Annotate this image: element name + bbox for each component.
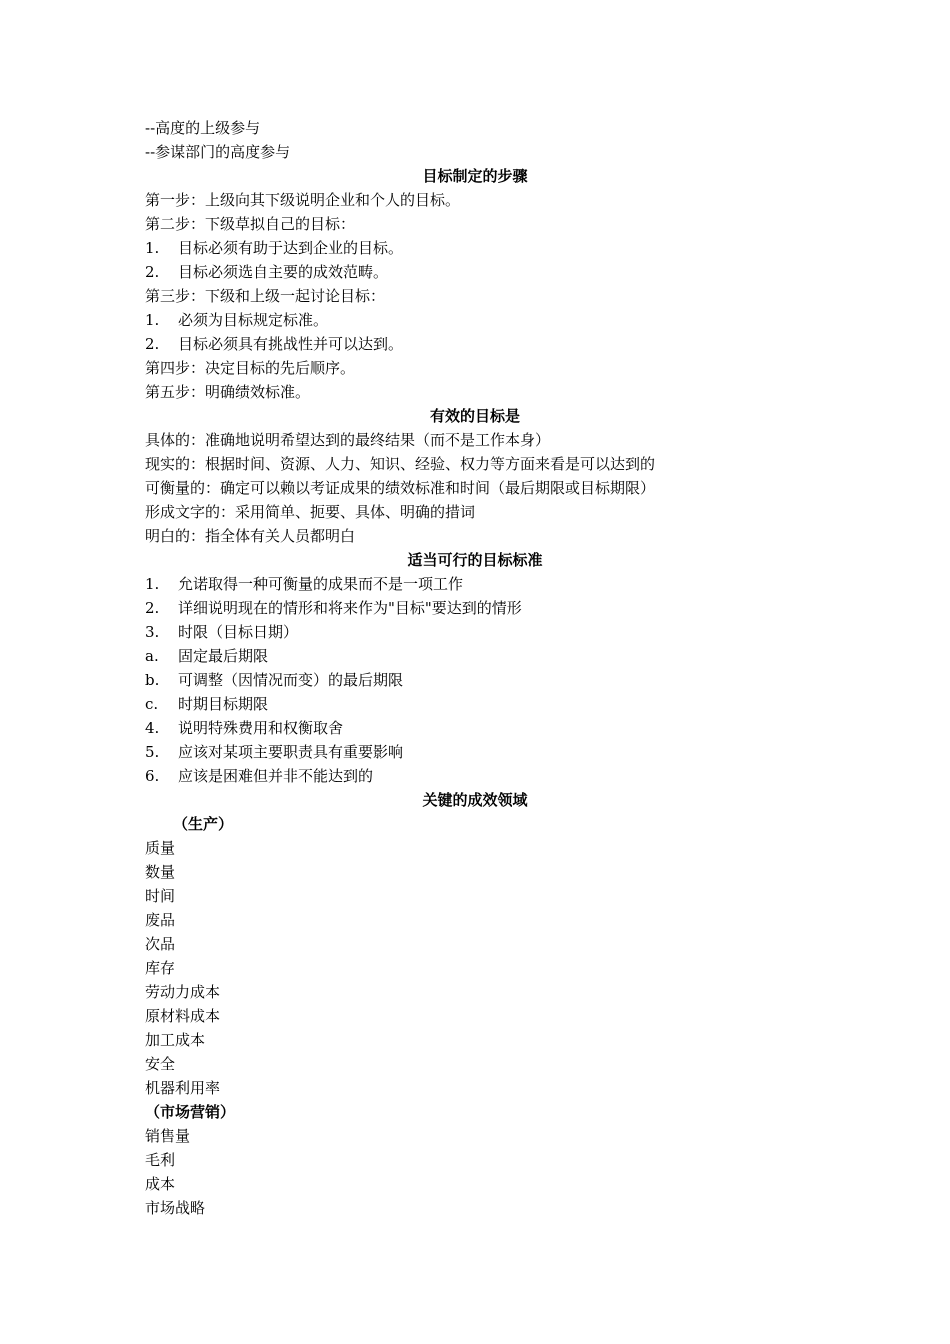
section-title-goal-standards: 适当可行的目标标准 bbox=[407, 551, 543, 569]
standard-item: 3. 时限（目标日期） bbox=[145, 623, 299, 641]
standard-item: 2. 详细说明现在的情形和将来作为"目标"要达到的情形 bbox=[145, 599, 522, 617]
production-item: 废品 bbox=[145, 911, 176, 929]
production-item: 原材料成本 bbox=[145, 1007, 221, 1025]
standard-item: 1. 允诺取得一种可衡量的成果而不是一项工作 bbox=[145, 575, 464, 593]
standard-item: 6. 应该是困难但并非不能达到的 bbox=[145, 767, 374, 785]
effective-goal-line: 形成文字的：采用简单、扼要、具体、明确的措词 bbox=[145, 503, 476, 521]
marketing-item: 销售量 bbox=[145, 1127, 191, 1145]
intro-line-2: --参谋部门的高度参与 bbox=[145, 143, 291, 161]
section-title-effective-goals: 有效的目标是 bbox=[429, 407, 520, 425]
effective-goal-line: 具体的：准确地说明希望达到的最终结果（而不是工作本身） bbox=[145, 431, 551, 449]
standard-item: c. 时期目标期限 bbox=[145, 695, 269, 713]
step-3-item: 1. 必须为目标规定标准。 bbox=[145, 311, 329, 329]
marketing-item: 成本 bbox=[145, 1175, 176, 1193]
production-item: 质量 bbox=[145, 839, 176, 857]
effective-goal-line: 可衡量的：确定可以赖以考证成果的绩效标准和时间（最后期限或目标期限） bbox=[145, 479, 656, 497]
step-1: 第一步：上级向其下级说明企业和个人的目标。 bbox=[145, 191, 461, 209]
standard-item: 5. 应该对某项主要职责具有重要影响 bbox=[145, 743, 404, 761]
step-4: 第四步：决定目标的先后顺序。 bbox=[145, 359, 356, 377]
marketing-item: 毛利 bbox=[145, 1151, 176, 1169]
standard-item: 4. 说明特殊费用和权衡取舍 bbox=[145, 719, 344, 737]
step-3: 第三步：下级和上级一起讨论目标： bbox=[145, 287, 386, 305]
marketing-item: 市场战略 bbox=[145, 1199, 206, 1217]
production-item: 次品 bbox=[145, 935, 176, 953]
production-label: （生产） bbox=[173, 815, 234, 833]
standard-item: b. 可调整（因情况而变）的最后期限 bbox=[145, 671, 404, 689]
standard-item: a. 固定最后期限 bbox=[145, 647, 269, 665]
step-2-item: 1. 目标必须有助于达到企业的目标。 bbox=[145, 239, 404, 257]
production-item: 劳动力成本 bbox=[145, 983, 221, 1001]
step-2-item: 2. 目标必须选自主要的成效范畴。 bbox=[145, 263, 389, 281]
production-item: 机器利用率 bbox=[145, 1079, 221, 1097]
production-item: 数量 bbox=[145, 863, 176, 881]
step-5: 第五步：明确绩效标准。 bbox=[145, 383, 311, 401]
step-3-item: 2. 目标必须具有挑战性并可以达到。 bbox=[145, 335, 404, 353]
production-item: 库存 bbox=[145, 959, 176, 977]
document-page bbox=[145, 116, 805, 1220]
production-item: 加工成本 bbox=[145, 1031, 206, 1049]
production-item: 时间 bbox=[145, 887, 176, 905]
marketing-label: （市场营销） bbox=[145, 1103, 236, 1121]
section-title-steps: 目标制定的步骤 bbox=[422, 167, 528, 185]
intro-line-1: --高度的上级参与 bbox=[145, 119, 261, 137]
section-title-key-result-areas: 关键的成效领域 bbox=[422, 791, 528, 809]
effective-goal-line: 明白的：指全体有关人员都明白 bbox=[145, 527, 356, 545]
production-item: 安全 bbox=[145, 1055, 176, 1073]
step-2: 第二步：下级草拟自己的目标： bbox=[145, 215, 356, 233]
effective-goal-line: 现实的：根据时间、资源、人力、知识、经验、权力等方面来看是可以达到的 bbox=[145, 455, 656, 473]
